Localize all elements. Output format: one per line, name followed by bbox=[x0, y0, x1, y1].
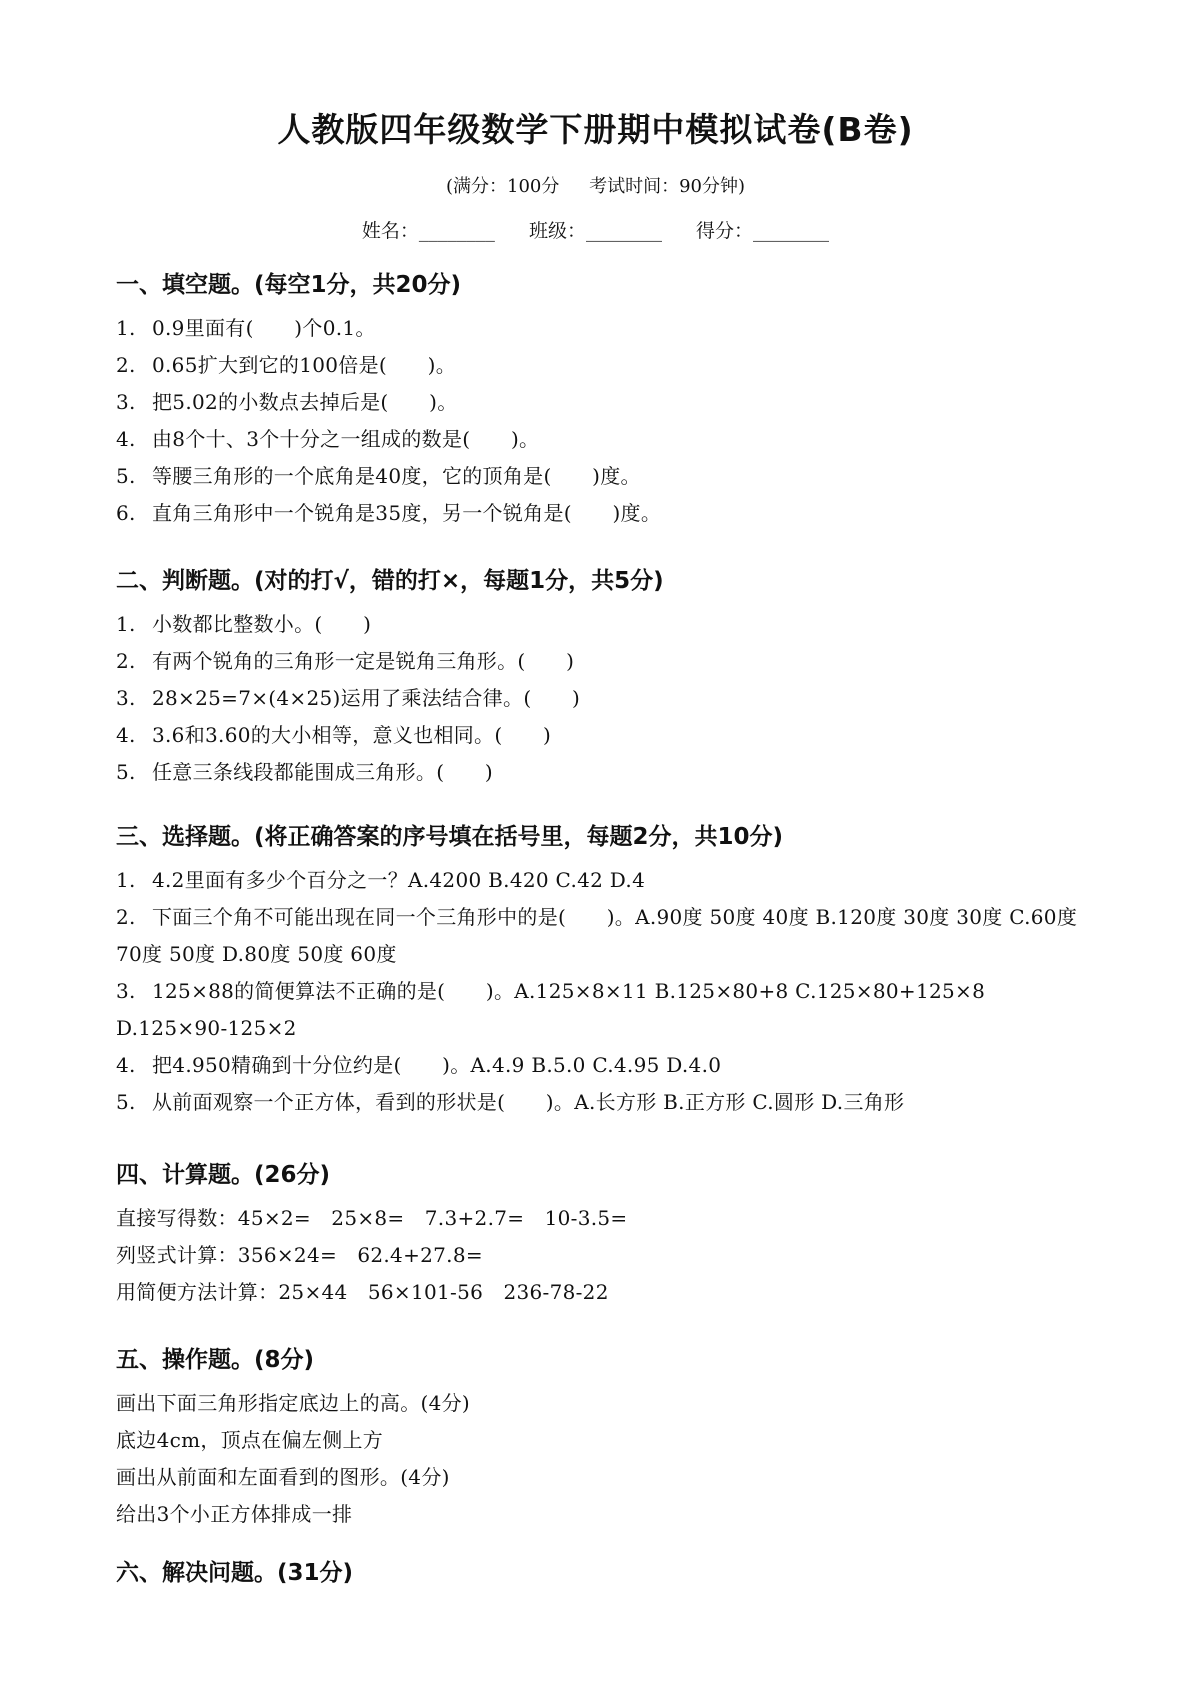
question-number: 6. bbox=[116, 501, 136, 525]
section-multiple-choice bbox=[116, 820, 1096, 1121]
question-number: 3. bbox=[116, 390, 136, 414]
exam-time-text: 考试时间：90分钟) bbox=[589, 176, 746, 197]
question-text: 从前面观察一个正方体，看到的形状是( )。A.长方形 B.正方形 C.圆形 D.三角形 bbox=[152, 1090, 905, 1114]
question-item bbox=[116, 310, 1096, 347]
question-number: 1. bbox=[116, 868, 136, 892]
question-number: 4. bbox=[116, 427, 136, 451]
question-item bbox=[116, 643, 1096, 680]
question-text: 125×88的简便算法不正确的是( )。A.125×8×11 B.125×80+8 C.125×80+125×8 D.125×90-125×2 bbox=[116, 979, 986, 1040]
section-fill-in-blank bbox=[116, 268, 1096, 532]
question-item bbox=[116, 347, 1096, 384]
section-heading: 二、判断题。(对的打√，错的打×，每题1分，共5分) bbox=[116, 568, 664, 594]
question-item bbox=[116, 754, 1096, 791]
question-number: 4. bbox=[116, 1053, 136, 1077]
question-number: 5. bbox=[116, 1090, 136, 1114]
question-number: 3. bbox=[116, 979, 136, 1003]
class-field: 班级：________ bbox=[528, 220, 662, 242]
question-item bbox=[116, 1047, 1096, 1084]
question-text: 下面三个角不可能出现在同一个三角形中的是( )。A.90度 50度 40度 B.120度 30度 30度 C.60度 70度 50度 D.80度 50度 60度 bbox=[116, 905, 1078, 966]
question-number: 1. bbox=[116, 316, 136, 340]
question-text: 0.9里面有( )个0.1。 bbox=[152, 316, 376, 340]
section-heading: 五、操作题。(8分) bbox=[116, 1347, 315, 1373]
section-heading: 四、计算题。(26分) bbox=[116, 1162, 331, 1188]
section-heading: 一、填空题。(每空1分，共20分) bbox=[116, 272, 462, 298]
question-item bbox=[116, 862, 1096, 899]
question-text: 等腰三角形的一个底角是40度，它的顶角是( )度。 bbox=[152, 464, 641, 488]
question-item bbox=[116, 458, 1096, 495]
question-item bbox=[116, 421, 1096, 458]
name-field: 姓名：________ bbox=[361, 220, 495, 242]
question-text: 任意三条线段都能围成三角形。( ) bbox=[152, 760, 494, 784]
question-item bbox=[116, 495, 1096, 532]
exam-subtitle bbox=[0, 174, 1191, 200]
section-heading: 六、解决问题。(31分) bbox=[116, 1560, 354, 1586]
operation-line: 给出3个小正方体排成一排 bbox=[116, 1502, 353, 1526]
section-operation bbox=[116, 1343, 1096, 1533]
question-text: 由8个十、3个十分之一组成的数是( )。 bbox=[152, 427, 540, 451]
question-item bbox=[116, 899, 1096, 973]
student-info-line bbox=[0, 218, 1191, 244]
question-item bbox=[116, 680, 1096, 717]
calc-line: 直接写得数：45×2= 25×8= 7.3+2.7= 10-3.5= bbox=[116, 1206, 628, 1230]
question-number: 2. bbox=[116, 905, 136, 929]
question-number: 5. bbox=[116, 464, 136, 488]
section-true-false bbox=[116, 564, 1096, 791]
question-number: 2. bbox=[116, 649, 136, 673]
question-item bbox=[116, 717, 1096, 754]
question-number: 2. bbox=[116, 353, 136, 377]
question-item bbox=[116, 1084, 1096, 1121]
question-item bbox=[116, 973, 1096, 1047]
question-text: 把5.02的小数点去掉后是( )。 bbox=[152, 390, 458, 414]
question-number: 1. bbox=[116, 612, 136, 636]
question-text: 3.6和3.60的大小相等，意义也相同。( ) bbox=[152, 723, 552, 747]
section-heading: 三、选择题。(将正确答案的序号填在括号里，每题2分，共10分) bbox=[116, 824, 784, 850]
question-text: 0.65扩大到它的100倍是( )。 bbox=[152, 353, 457, 377]
calc-line: 用简便方法计算：25×44 56×101-56 236-78-22 bbox=[116, 1280, 609, 1304]
operation-line: 底边4cm，顶点在偏左侧上方 bbox=[116, 1428, 384, 1452]
calc-line: 列竖式计算：356×24= 62.4+27.8= bbox=[116, 1243, 483, 1267]
operation-line: 画出下面三角形指定底边上的高。(4分) bbox=[116, 1391, 471, 1415]
question-number: 3. bbox=[116, 686, 136, 710]
exam-title: 人教版四年级数学下册期中模拟试卷(B卷) bbox=[277, 110, 914, 149]
full-score-text: (满分：100分 bbox=[445, 176, 560, 197]
score-field: 得分：________ bbox=[696, 220, 830, 242]
question-number: 4. bbox=[116, 723, 136, 747]
section-word-problems bbox=[116, 1556, 1096, 1598]
section-calculation bbox=[116, 1158, 1096, 1311]
question-text: 28×25=7×(4×25)运用了乘法结合律。( ) bbox=[152, 686, 581, 710]
operation-line: 画出从前面和左面看到的图形。(4分) bbox=[116, 1465, 450, 1489]
question-text: 有两个锐角的三角形一定是锐角三角形。( ) bbox=[152, 649, 575, 673]
question-number: 5. bbox=[116, 760, 136, 784]
question-text: 4.2里面有多少个百分之一？A.4200 B.420 C.42 D.4 bbox=[152, 868, 646, 892]
question-text: 把4.950精确到十分位约是( )。A.4.9 B.5.0 C.4.95 D.4.0 bbox=[152, 1053, 722, 1077]
question-item bbox=[116, 606, 1096, 643]
question-item bbox=[116, 384, 1096, 421]
question-text: 直角三角形中一个锐角是35度，另一个锐角是( )度。 bbox=[152, 501, 662, 525]
question-text: 小数都比整数小。( ) bbox=[152, 612, 372, 636]
